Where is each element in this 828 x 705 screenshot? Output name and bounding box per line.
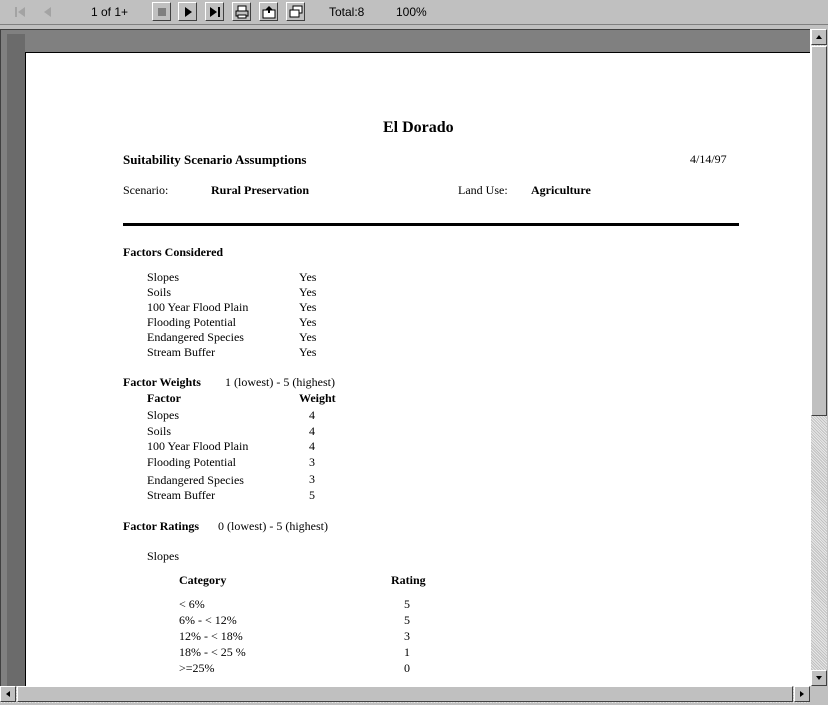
scenario-value: Rural Preservation bbox=[211, 183, 310, 197]
landuse-value: Agriculture bbox=[531, 183, 591, 197]
factor-weights-heading: Factor Weights bbox=[123, 375, 201, 389]
zoom-window-button[interactable] bbox=[286, 2, 305, 21]
print-icon bbox=[235, 5, 249, 19]
page-indicator: 1 of 1+ bbox=[91, 5, 129, 19]
table-row: Soils bbox=[147, 424, 172, 438]
first-page-button[interactable] bbox=[10, 2, 29, 21]
zoom-level: 100% bbox=[396, 5, 427, 19]
vertical-scroll-thumb[interactable] bbox=[811, 46, 827, 416]
scroll-up-button[interactable] bbox=[811, 29, 827, 45]
factor-weights-range: 1 (lowest) - 5 (highest) bbox=[225, 375, 335, 389]
weights-col-weight: Weight bbox=[299, 391, 336, 405]
table-row: 6% - < 12% bbox=[179, 613, 237, 627]
factors-considered-heading: Factors Considered bbox=[123, 245, 224, 259]
export-button[interactable] bbox=[259, 2, 278, 21]
total-count: Total:8 bbox=[329, 5, 365, 19]
vertical-scrollbar[interactable] bbox=[810, 29, 827, 686]
next-page-button[interactable] bbox=[178, 2, 197, 21]
list-item: Flooding Potential bbox=[147, 315, 237, 329]
prev-page-icon bbox=[42, 6, 54, 18]
report-date: 4/14/97 bbox=[690, 152, 727, 166]
last-page-icon bbox=[209, 6, 221, 18]
report-subtitle: Suitability Scenario Assumptions bbox=[123, 152, 307, 167]
table-row: < 6% bbox=[179, 597, 205, 611]
table-cell-rating: 3 bbox=[404, 629, 410, 643]
list-item: Endangered Species bbox=[147, 330, 244, 344]
factor-ratings-range: 0 (lowest) - 5 (highest) bbox=[218, 519, 328, 533]
horizontal-scroll-thumb[interactable] bbox=[17, 686, 793, 702]
list-item: Stream Buffer bbox=[147, 345, 216, 359]
list-item: Slopes bbox=[147, 270, 180, 284]
factor-ratings-heading: Factor Ratings bbox=[123, 519, 200, 533]
scroll-right-button[interactable] bbox=[794, 686, 810, 702]
print-button[interactable] bbox=[232, 2, 251, 21]
stop-button[interactable] bbox=[152, 2, 171, 21]
list-item-value: Yes bbox=[299, 315, 317, 329]
table-cell-rating: 5 bbox=[404, 613, 410, 627]
report-title: El Dorado bbox=[383, 119, 454, 136]
scroll-left-button[interactable] bbox=[0, 686, 16, 702]
list-item: Soils bbox=[147, 285, 172, 299]
page-shadow bbox=[7, 34, 25, 686]
table-cell-rating: 0 bbox=[404, 661, 410, 675]
scenario-label: Scenario: bbox=[123, 183, 169, 197]
ratings-col-rating: Rating bbox=[391, 573, 426, 587]
report-page bbox=[25, 52, 810, 686]
list-item-value: Yes bbox=[299, 270, 317, 284]
table-cell-weight: 3 bbox=[309, 455, 315, 469]
table-row: >=25% bbox=[179, 661, 215, 675]
table-row: Flooding Potential bbox=[147, 455, 237, 469]
scrollbar-corner bbox=[810, 686, 828, 705]
arrow-down-icon bbox=[815, 675, 823, 681]
arrow-up-icon bbox=[815, 34, 823, 40]
zoom-window-icon bbox=[289, 5, 303, 19]
horizontal-scrollbar[interactable] bbox=[0, 686, 810, 703]
next-page-icon bbox=[182, 6, 194, 18]
list-item-value: Yes bbox=[299, 345, 317, 359]
table-cell-weight: 3 bbox=[309, 472, 315, 486]
weights-col-factor: Factor bbox=[147, 391, 181, 405]
table-row: 12% - < 18% bbox=[179, 629, 243, 643]
table-row: Endangered Species bbox=[147, 473, 244, 487]
ratings-group-title: Slopes bbox=[147, 549, 180, 563]
preview-area bbox=[0, 29, 810, 686]
list-item: 100 Year Flood Plain bbox=[147, 300, 249, 314]
prev-page-button[interactable] bbox=[38, 2, 57, 21]
header-divider bbox=[123, 223, 739, 226]
arrow-right-icon bbox=[799, 690, 805, 698]
table-cell-rating: 1 bbox=[404, 645, 410, 659]
arrow-left-icon bbox=[5, 690, 11, 698]
table-row: 18% - < 25 % bbox=[179, 645, 246, 659]
stop-icon bbox=[156, 6, 168, 18]
table-cell-weight: 4 bbox=[309, 439, 315, 453]
table-cell-weight: 5 bbox=[309, 488, 315, 502]
scroll-down-button[interactable] bbox=[811, 670, 827, 686]
list-item-value: Yes bbox=[299, 285, 317, 299]
landuse-label: Land Use: bbox=[458, 183, 508, 197]
list-item-value: Yes bbox=[299, 300, 317, 314]
last-page-button[interactable] bbox=[205, 2, 224, 21]
ratings-col-category: Category bbox=[179, 573, 227, 587]
table-cell-rating: 5 bbox=[404, 597, 410, 611]
table-row: Slopes bbox=[147, 408, 180, 422]
table-cell-weight: 4 bbox=[309, 424, 315, 438]
list-item-value: Yes bbox=[299, 330, 317, 344]
report-toolbar bbox=[0, 0, 828, 25]
first-page-icon bbox=[14, 6, 26, 18]
table-row: 100 Year Flood Plain bbox=[147, 439, 249, 453]
table-row: Stream Buffer bbox=[147, 488, 216, 502]
table-cell-weight: 4 bbox=[309, 408, 315, 422]
export-icon bbox=[262, 5, 276, 19]
